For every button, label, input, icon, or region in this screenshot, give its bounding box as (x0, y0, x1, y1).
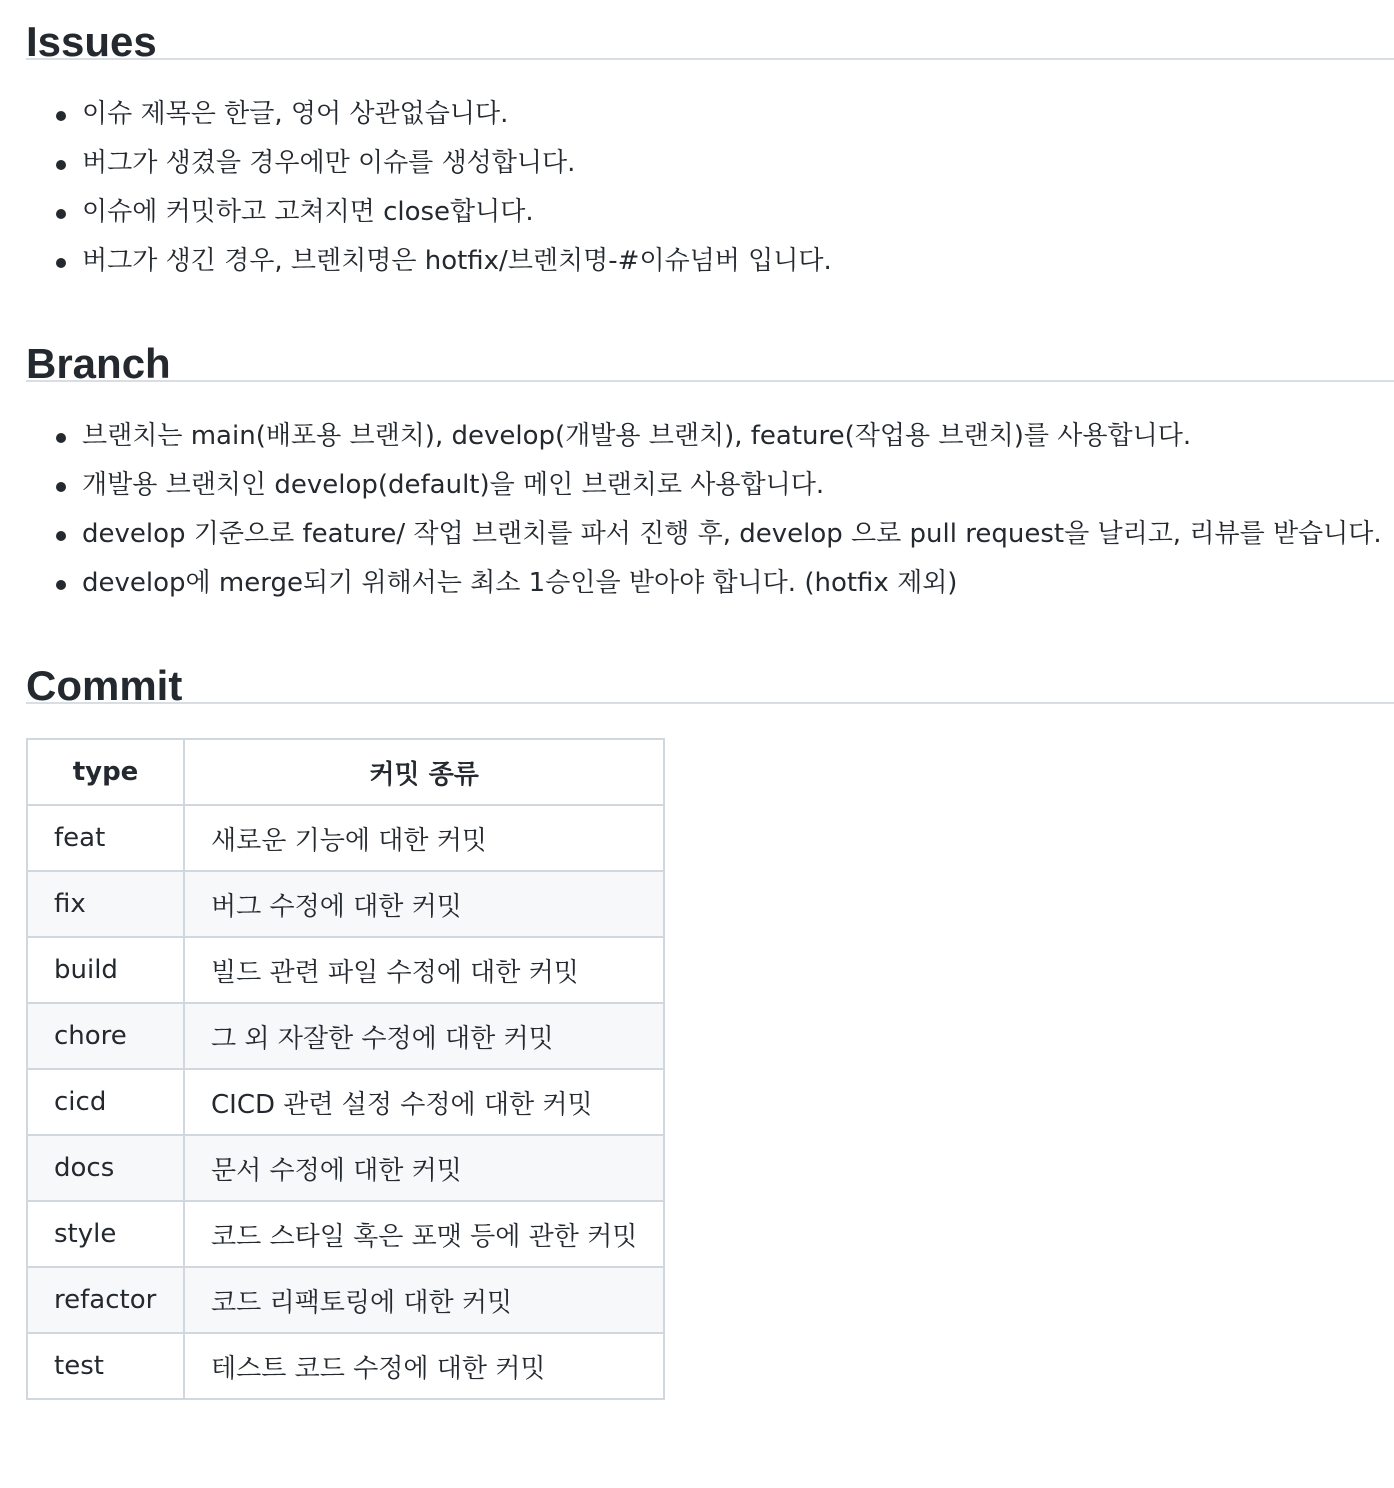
branch-heading: Branch (26, 322, 1394, 382)
list-item: develop 기준으로 feature/ 작업 브랜치를 파서 진행 후, develop 으로 pull request을 날리고, 리뷰를 받습니다. (26, 510, 1394, 559)
type-cell: feat (27, 805, 184, 871)
type-cell: cicd (27, 1069, 184, 1135)
type-cell: chore (27, 1003, 184, 1069)
table-row (27, 937, 664, 1003)
description-cell: 문서 수정에 대한 커밋 (184, 1135, 664, 1201)
table-row (27, 1333, 664, 1399)
branch-section (26, 322, 1394, 608)
issues-list (26, 90, 1394, 286)
commit-section (26, 644, 1394, 1400)
description-cell: 버그 수정에 대한 커밋 (184, 871, 664, 937)
table-row (27, 1267, 664, 1333)
table-row (27, 871, 664, 937)
issues-heading: Issues (26, 0, 1394, 60)
description-cell: 테스트 코드 수정에 대한 커밋 (184, 1333, 664, 1399)
description-cell: 새로운 기능에 대한 커밋 (184, 805, 664, 871)
description-cell: 코드 스타일 혹은 포맷 등에 관한 커밋 (184, 1201, 664, 1267)
description-cell: 그 외 자잘한 수정에 대한 커밋 (184, 1003, 664, 1069)
description-cell: 코드 리팩토링에 대한 커밋 (184, 1267, 664, 1333)
type-cell: refactor (27, 1267, 184, 1333)
commit-heading: Commit (26, 644, 1394, 704)
column-header-description: 커밋 종류 (184, 739, 664, 805)
list-item: 이슈 제목은 한글, 영어 상관없습니다. (26, 90, 1394, 139)
list-item: develop에 merge되기 위해서는 최소 1승인을 받아야 합니다. (hotfix 제외) (26, 559, 1394, 608)
list-item: 개발용 브랜치인 develop(default)을 메인 브랜치로 사용합니다. (26, 461, 1394, 510)
type-cell: docs (27, 1135, 184, 1201)
table-row (27, 1069, 664, 1135)
list-item: 브랜치는 main(배포용 브랜치), develop(개발용 브랜치), feature(작업용 브랜치)를 사용합니다. (26, 412, 1394, 461)
list-item: 버그가 생겼을 경우에만 이슈를 생성합니다. (26, 139, 1394, 188)
type-cell: style (27, 1201, 184, 1267)
markdown-document (26, 0, 1394, 1400)
table-row (27, 1135, 664, 1201)
issues-section (26, 0, 1394, 286)
description-cell: 빌드 관련 파일 수정에 대한 커밋 (184, 937, 664, 1003)
list-item: 버그가 생긴 경우, 브렌치명은 hotfix/브렌치명-#이슈넘버 입니다. (26, 237, 1394, 286)
table-header-row (27, 739, 664, 805)
table-row (27, 1003, 664, 1069)
list-item: 이슈에 커밋하고 고쳐지면 close합니다. (26, 188, 1394, 237)
description-cell: CICD 관련 설정 수정에 대한 커밋 (184, 1069, 664, 1135)
commit-type-table (26, 738, 665, 1400)
table-row (27, 805, 664, 871)
column-header-type: type (27, 739, 184, 805)
type-cell: fix (27, 871, 184, 937)
type-cell: test (27, 1333, 184, 1399)
table-row (27, 1201, 664, 1267)
branch-list (26, 412, 1394, 608)
type-cell: build (27, 937, 184, 1003)
